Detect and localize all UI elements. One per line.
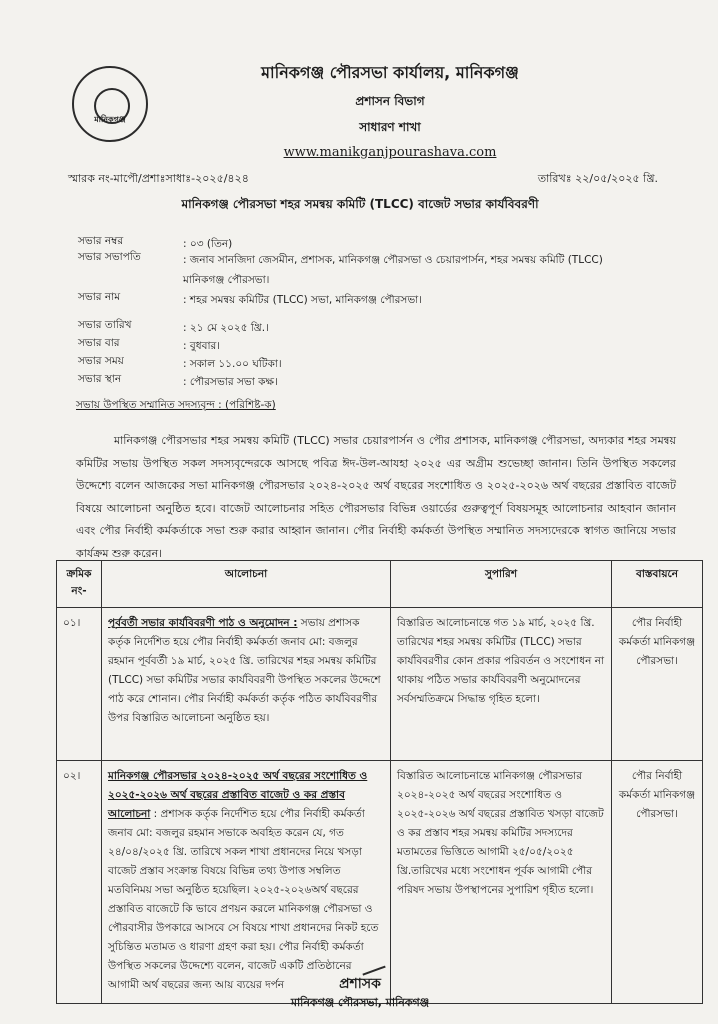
branch-name: সাধারণ শাখা [359,120,421,134]
discussion-heading: মানিকগঞ্জ পৌরসভার ২০২৪-২০২৫ অর্থ বছরের সংশোধিত ও ২০২৫-২০২৬ অর্থ বছরের প্রস্তাবিত বাজেট ও কর প্রস্তাব আলোচনা [108,770,368,820]
intro-paragraph: মানিকগঞ্জ পৌরসভার শহর সমন্বয় কমিটি (TLCC) সভার চেয়ারপার্সন ও পৌর প্রশাসক, মানিকগঞ্জ পৌরসভা, অদ্যকার শহর সমন্বয় কমিটির সভায় উপস্থিত সকল সদস্যবৃন্দেরকে আসছে পবিত্র ঈদ-উল-আযহা ২০২৫ এর অগ্রীম শুভেচ্ছা জানান। তিনি উপস্থিত সকলের উদ্দেশ্যে বলেন আজকের সভা মানিকগঞ্জ পৌরসভার ২০২৪-২০২৫ অর্থ বছরের সংশোধিত ও ২০২৫-২০২৬ অর্থ বছরের প্রস্তাবিত বাজেট বিষয়ে আলোচনা অনুষ্ঠিত হবে। বাজেট আলোচনার সহিত পৌরসভার বিভিন্ন ওয়ার্ডের গুরুত্বপূর্ণ বিষয়সমূহ আলোচনার আহবান জানান এবং পৌর নির্বাহী কর্মকর্তাকে সভা শুরু করার আহ্বান জানান। পৌর নির্বাহী কর্মকর্তা উপস্থিত সম্মানিত সদস্যদেরকে স্বাগত জানিয়ে সভার কার্যক্রম শুরু করেন। [76,434,676,560]
info-value: : ০৩ (তিন) [183,238,233,250]
discussion-text: সভায় প্রশাসক কর্তৃক নির্দেশিত হয়ে পৌর নির্বাহী কর্মকর্তা জনাব মো: বজলুর রহমান পূর্ববর্তী ১৯ মার্চ, ২০২৫ খ্রি. তারিখের শহর সমন্বয় কমিটির (TLCC) সভা কমিটির সভার কার্যবিবরণী উপস্থিত সকলের উদ্দেশে পাঠ করে শোনান। পৌর নির্বাহী কর্মকর্তা কর্তৃক পঠিত কার্যবিবরণীর উপর বিস্তারিত আলোচনা অনুষ্ঠিত হয়। [108,617,381,724]
office-name: মানিকগঞ্জ পৌরসভা কার্যালয়, মানিকগঞ্জ [261,63,519,82]
row-serial: ০১। [57,608,102,761]
info-value: : পৌরসভার সভা কক্ষ। [183,376,278,388]
attendance-note: সভায় উপস্থিত সম্মানিত সদস্যবৃন্দ : (পরিশিষ্ট-ক) [76,399,276,411]
info-label: সভার নাম [78,291,121,303]
info-label: সভার বার [78,337,120,349]
info-label: সভার তারিখ [78,319,132,331]
row-implementation: পৌর নির্বাহী কর্মকর্তা মানিকগঞ্জ পৌরসভা। [612,608,703,761]
row-serial: ০২। [57,761,102,1004]
info-value: : শহর সমন্বয় কমিটির (TLCC) সভা, মানিকগঞ্জ পৌরসভা। [183,294,422,306]
document-title: মানিকগঞ্জ পৌরসভা শহর সমন্বয় কমিটি (TLCC) বাজেট সভার কার্যবিবরণী [181,197,539,211]
info-label: সভার স্থান [78,373,122,385]
info-label: সভার নম্বর [78,235,124,247]
info-value: : ২১ মে ২০২৫ খ্রি.। [183,322,269,334]
municipality-seal [72,66,148,142]
info-label: সভার সময় [78,355,124,367]
info-value: : জনাব সানজিদা জেসমীন, প্রশাসক, মানিকগঞ্জ পৌরসভা ও চেয়ারপার্সন, শহর সমন্বয় কমিটি (TLCC) মানিকগঞ্জ পৌরসভা। [183,254,603,286]
memo-date: তারিখঃ ২২/০৫/২০২৫ খ্রি. [537,172,658,185]
table-row [57,608,703,761]
discussion-heading: পূর্ববর্তী সভার কার্যবিবরণী পাঠ ও অনুমোদন : [108,617,298,629]
row-implementation: পৌর নির্বাহী কর্মকর্তা মানিকগঞ্জ পৌরসভা। [612,761,703,1004]
row-discussion [102,761,391,1004]
header-implementation: বাস্তবায়নে [612,561,703,608]
info-value: : সকাল ১১.০০ ঘটিকা। [183,358,282,370]
row-recommendation: বিস্তারিত আলোচনান্তে গত ১৯ মার্চ, ২০২৫ খ্রি. তারিখের শহর সমন্বয় কমিটির (TLCC) সভার কার্যবিবরণীর কোন প্রকার পরিবর্তন ও সংশোধন না থাকায় পঠিত সভার কার্যবিবরণী অনুমোদনের সর্বসম্মতিক্রমে সিদ্ধান্ত গৃহিত হলো। [391,608,612,761]
seal-label: মানিকগঞ্জ [94,115,126,124]
website-link[interactable]: www.manikganjpourashava.com [283,145,497,160]
header-serial: ক্রমিক নং- [57,561,102,608]
memo-number: স্মারক নং-মাপৌ/প্রশাঃসাধাঃ-২০২৫/৪২৪ [68,172,249,185]
row-discussion [102,608,391,761]
signatory-office: মানিকগঞ্জ পৌরসভা, মানিকগঞ্জ [290,996,430,1009]
letterhead [200,60,580,160]
header-discussion: আলোচনা [102,561,391,608]
info-value: : বুধবার। [183,340,221,352]
header-recommendation: সুপারিশ [391,561,612,608]
discussion-text: : প্রশাসক কর্তৃক নির্দেশিত হয়ে পৌর নির্বাহী কর্মকর্তা জনাব মো: বজলুর রহমান সভাকে অবহিত করেন যে, গত ২৪/০৪/২০২৫ খ্রি. তারিখে সকল শাখা প্রধানদের নিয়ে খসড়া বাজেট প্রস্তাব সংক্রান্ত বিষয়ে বিভিন্ন তথ্য উপাত্ত সম্বলিত মতবিনিময় সভা অনুষ্ঠিত হয়েছিল। ২০২৫-২০২৬অর্থ বছরের প্রস্তাবিত বাজেটে কি ভাবে প্রণয়ন করলে মানিকগঞ্জ পৌরসভা ও পৌরবাসীর উপকারে আসবে সে বিষয়ে শাখা প্রধানদের নিকট হতে সুচিন্তিত মতামত ও ধারণা গ্রহণ করা হয়। পৌর নির্বাহী কর্মকর্তা উপস্থিত সকলের উদ্দেশ্যে বলেন, বাজেট একটি প্রতিষ্ঠানের আগামী অর্থ বছরের জন্য আয় ব্যয়ের দর্পন [108,808,379,991]
department-name: প্রশাসন বিভাগ [355,94,425,108]
info-label: সভার সভাপতি [78,251,141,263]
signatory-title: প্রশাসক [339,976,381,992]
table-header-row [57,561,703,608]
resolutions-table [56,560,703,1004]
row-recommendation: বিস্তারিত আলোচনান্তে মানিকগঞ্জ পৌরসভার ২০২৪-২০২৫ অর্থ বছরের সংশোধিত ও ২০২৫-২০২৬ অর্থ বছরের প্রস্তাবিত খসড়া বাজেট ও কর প্রস্তাব শহর সমন্বয় কমিটির সদস্যদের মতামতের ভিত্তিতে আগামী ২৫/০৫/২০২৫ খ্রি.তারিখের মধ্যে সংশোধন পূর্বক আগামী পৌর পরিষদ সভায় উপস্থাপনের সুপারিশ গৃহীত হলো। [391,761,612,1004]
